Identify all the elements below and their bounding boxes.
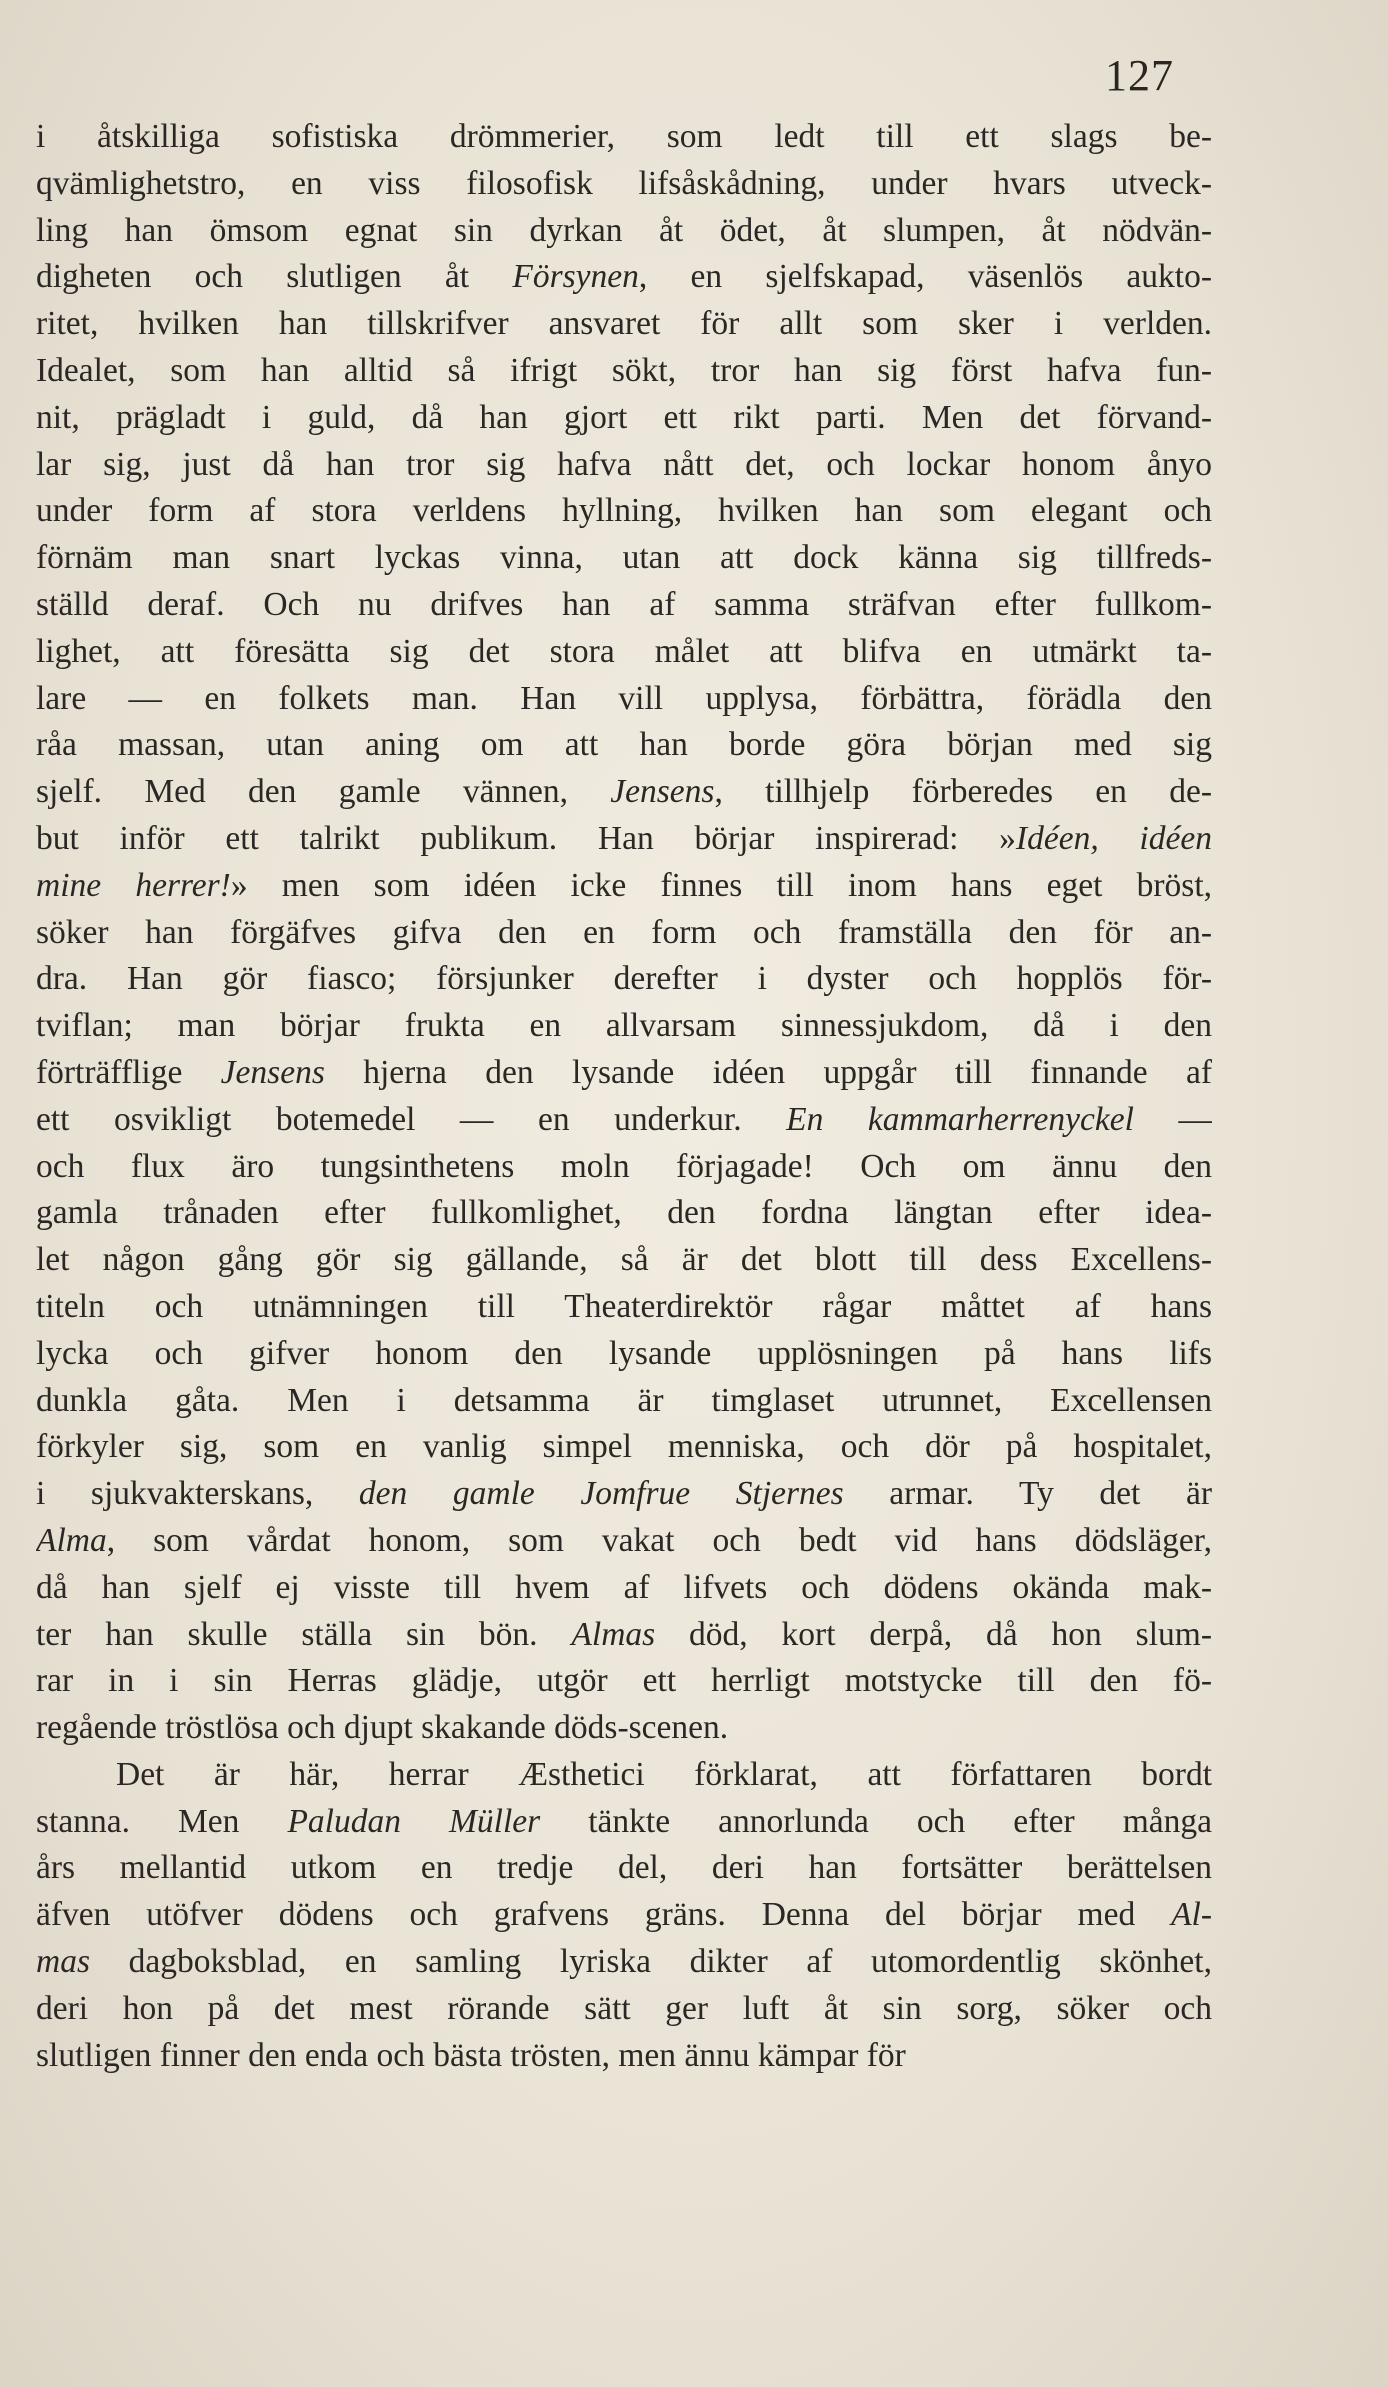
text-line: [36, 816, 1212, 863]
text-line: [36, 1892, 1212, 1939]
text-segment: Idealet, som han alltid så ifrigt sökt, tror han sig först hafva fun-: [36, 351, 1212, 389]
text-segment: lighet, att föresätta sig det stora målet att blifva en utmärkt ta-: [36, 632, 1212, 670]
text-segment: tänkte annorlunda och efter många: [540, 1802, 1212, 1840]
italic-text-segment: Almas: [571, 1615, 656, 1653]
italic-text-segment: den gamle Jomfrue Stjernes: [358, 1475, 844, 1513]
text-line: [36, 1565, 1212, 1612]
text-segment: lare — en folkets man. Han vill upplysa, förbättra, förädla den: [36, 679, 1212, 717]
text-line: [36, 1424, 1212, 1471]
text-segment: , tillhjelp förberedes en de-: [714, 773, 1212, 811]
text-line: [36, 1237, 1212, 1284]
text-line: [36, 1705, 1212, 1752]
text-segment: i åtskilliga sofistiska drömmerier, som ledt till ett slags be-: [36, 118, 1212, 155]
text-segment: titeln och utnämningen till Theaterdirektör rågar måttet af hans: [36, 1287, 1212, 1325]
text-segment: rar in i sin Herras glädje, utgör ett herrligt motstycke till den fö-: [36, 1662, 1212, 1700]
text-line: [36, 1097, 1212, 1144]
text-segment: nit, prägladt i guld, då han gjort ett rikt parti. Men det förvand-: [36, 398, 1212, 436]
text-segment: dagboksblad, en samling lyriska dikter af utomordentlig skönhet,: [89, 1943, 1212, 1981]
text-segment: qvämlighetstro, en viss filosofisk lifsåskådning, under hvars utveck-: [36, 164, 1212, 202]
text-line: [36, 208, 1212, 255]
text-line: [36, 442, 1212, 489]
text-line: [36, 1799, 1212, 1846]
text-segment: död, kort derpå, då hon slum-: [655, 1615, 1212, 1653]
text-segment: armar. Ty det är: [843, 1475, 1212, 1513]
text-segment: but inför ett talrikt publikum. Han börjar inspirerad: »: [36, 819, 1016, 857]
text-segment: dra. Han gör fiasco; försjunker derefter i dyster och hopplös för-: [36, 960, 1212, 998]
text-line: [36, 1845, 1212, 1892]
text-segment: —: [1133, 1100, 1212, 1138]
text-line: [36, 863, 1212, 910]
text-segment: råa massan, utan aning om att han borde göra början med sig: [36, 726, 1212, 764]
text-line: [36, 676, 1212, 723]
text-line: [36, 1658, 1212, 1705]
text-segment: deri hon på det mest rörande sätt ger luft åt sin sorg, söker och: [36, 1989, 1212, 2027]
text-line: [36, 2033, 1212, 2080]
text-segment: , en sjelfskapad, väsenlös aukto-: [638, 258, 1212, 296]
text-segment: söker han förgäfves gifva den en form och framställa den för an-: [36, 913, 1212, 951]
text-line: [36, 488, 1212, 535]
text-segment: gamla trånaden efter fullkomlighet, den fordna längtan efter idea-: [36, 1194, 1212, 1232]
text-line: [36, 722, 1212, 769]
text-segment: under form af stora verldens hyllning, hvilken han som elegant och: [36, 492, 1212, 530]
italic-text-segment: Jensens: [610, 773, 715, 811]
text-line: [36, 535, 1212, 582]
text-line: [36, 1471, 1212, 1518]
text-line: [36, 1378, 1212, 1425]
body-text: [36, 114, 1212, 2079]
text-line: [36, 956, 1212, 1003]
text-segment: i sjukvakterskans,: [36, 1475, 359, 1513]
text-segment: lar sig, just då han tror sig hafva nått det, och lockar honom ånyo: [36, 445, 1212, 483]
text-line: [36, 254, 1212, 301]
text-segment: ling han ömsom egnat sin dyrkan åt ödet, åt slumpen, åt nödvän-: [36, 211, 1212, 249]
text-segment: slutligen finner den enda och bästa trösten, men ännu kämpar för: [36, 2036, 906, 2074]
text-segment: och flux äro tungsinthetens moln förjagade! Och om ännu den: [36, 1147, 1212, 1185]
text-segment: äfven utöfver dödens och grafvens gräns. Denna del börjar med: [36, 1896, 1172, 1934]
text-line: [36, 1284, 1212, 1331]
text-segment: sjelf. Med den gamle vännen,: [36, 773, 611, 811]
text-line: [36, 769, 1212, 816]
text-segment: års mellantid utkom en tredje del, deri han fortsätter berättelsen: [36, 1849, 1212, 1887]
italic-text-segment: mas: [36, 1943, 90, 1981]
italic-text-segment: Paludan Müller: [287, 1802, 541, 1840]
italic-text-segment: mine herrer!: [36, 866, 231, 904]
text-segment: förträfflige: [36, 1053, 221, 1091]
text-line: [36, 348, 1212, 395]
text-segment: förnäm man snart lyckas vinna, utan att dock känna sig tillfreds-: [36, 539, 1212, 577]
text-line: [36, 1003, 1212, 1050]
text-line: [36, 395, 1212, 442]
text-line: [36, 1331, 1212, 1378]
italic-text-segment: Idéen, idéen: [1015, 819, 1212, 857]
text-line: [36, 1986, 1212, 2033]
text-segment: » men som idéen icke finnes till inom hans eget bröst,: [230, 866, 1212, 904]
text-line: [36, 582, 1212, 629]
italic-text-segment: Alma: [36, 1521, 107, 1559]
text-line: [36, 629, 1212, 676]
text-line: [36, 1612, 1212, 1659]
text-segment: förkyler sig, som en vanlig simpel menniska, och dör på hospitalet,: [36, 1428, 1212, 1466]
text-segment: let någon gång gör sig gällande, så är det blott till dess Excellens-: [36, 1241, 1212, 1279]
text-line: [36, 1752, 1212, 1799]
text-line: [36, 1518, 1212, 1565]
text-segment: lycka och gifver honom den lysande upplösningen på hans lifs: [36, 1334, 1212, 1372]
text-segment: regående tröstlösa och djupt skakande döds-scenen.: [36, 1709, 729, 1747]
text-segment: , som vårdat honom, som vakat och bedt vid hans dödsläger,: [106, 1521, 1212, 1559]
italic-text-segment: En kammarherrenyckel: [786, 1100, 1134, 1138]
text-line: [36, 1144, 1212, 1191]
italic-text-segment: Jensens: [220, 1053, 325, 1091]
text-segment: tviflan; man börjar frukta en allvarsam sinnessjukdom, då i den: [36, 1007, 1212, 1045]
italic-text-segment: Försynen: [512, 258, 639, 296]
text-line: [36, 301, 1212, 348]
text-segment: hjerna den lysande idéen uppgår till finnande af: [324, 1053, 1212, 1091]
text-segment: ter han skulle ställa sin bön.: [36, 1615, 572, 1653]
text-line: [36, 1190, 1212, 1237]
text-line: [36, 1939, 1212, 1986]
text-segment: Det är här, herrar Æsthetici förklarat, att författaren bordt: [116, 1755, 1212, 1793]
text-segment: ställd deraf. Och nu drifves han af samma sträfvan efter fullkom-: [36, 585, 1212, 623]
text-segment: ritet, hvilken han tillskrifver ansvaret för allt som sker i verlden.: [36, 305, 1212, 343]
text-segment: stanna. Men: [36, 1802, 288, 1840]
text-segment: då han sjelf ej visste till hvem af lifvets och dödens okända mak-: [36, 1568, 1212, 1606]
page-number: 127: [1105, 51, 1174, 100]
text-segment: dunkla gåta. Men i detsamma är timglaset utrunnet, Excellensen: [36, 1381, 1212, 1419]
text-segment: digheten och slutligen åt: [36, 258, 513, 296]
text-line: [36, 161, 1212, 208]
text-line: [36, 114, 1212, 161]
italic-text-segment: Al-: [1171, 1896, 1212, 1934]
text-line: [36, 910, 1212, 957]
text-segment: ett osvikligt botemedel — en underkur.: [36, 1100, 787, 1138]
text-line: [36, 1050, 1212, 1097]
